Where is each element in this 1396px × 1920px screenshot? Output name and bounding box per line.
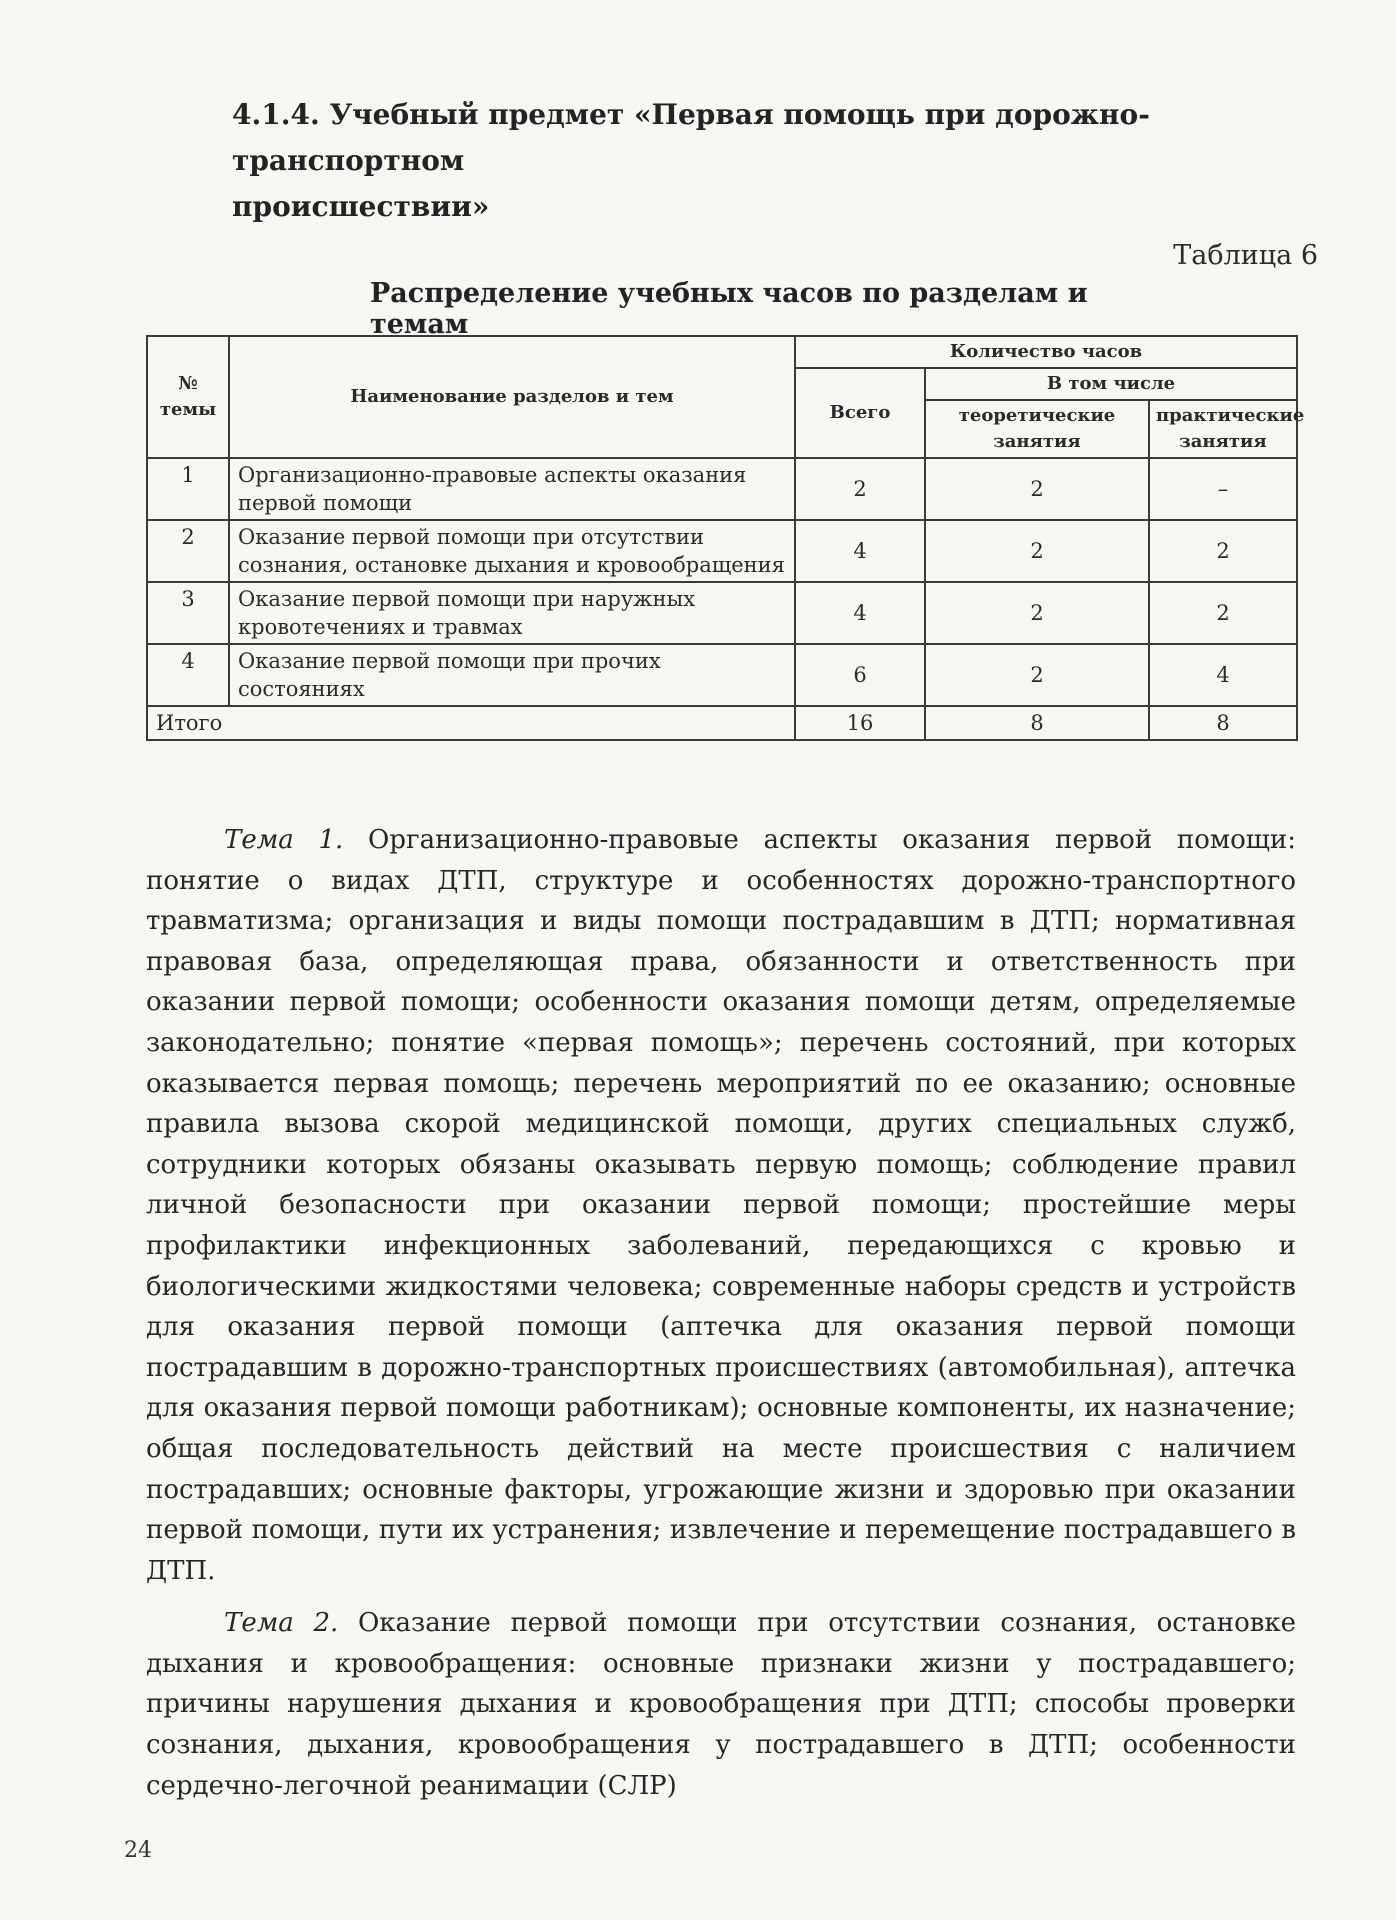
- header-theory: теоретические занятия: [925, 400, 1149, 458]
- row-theory-hours: 2: [925, 644, 1149, 706]
- paragraph-text: Организационно-правовые аспекты оказания первой помощи: понятие о видах ДТП, структуре и особенностях дорожно-транспортного травматизма; организация и виды помощи пострадавшим в ДТП; нормативная правовая база, определяющая права, обязанности и ответственность при оказании первой помощи; особенности оказания помощи детям, определяемые законодательно; понятие «первая помощь»; перечень состояний, при которых оказывается первая помощь; перечень мероприятий по ее оказанию; основные правила вызова скорой медицинской помощи, других специальных служб, сотрудники которых обязаны оказывать первую помощь; соблюдение правил личной безопасности при оказании первой помощи; простейшие меры профилактики инфекционных заболеваний, передающихся с кровью и биологическими жидкостями человека; современные наборы средств и устройств для оказания первой помощи (аптечка для оказания первой помощи пострадавшим в дорожно-транспортных происшествиях (автомобильная), аптечка для оказания первой помощи работникам); основные компоненты, их назначение; общая последовательность действий на месте происшествия с наличием пострадавших; основные факторы, угрожающие жизни и здоровью при оказании первой помощи, пути их устранения; извлечение и перемещение пострадавшего в ДТП.: [146, 825, 1296, 1586]
- header-practice: практические занятия: [1149, 400, 1297, 458]
- paragraph-lead: Тема 1.: [224, 825, 344, 855]
- row-total-hours: 4: [795, 520, 925, 582]
- row-theory-hours: 2: [925, 520, 1149, 582]
- row-topic-no: 1: [147, 458, 229, 520]
- table-header-row: [147, 336, 1297, 368]
- row-practice-hours: –: [1149, 458, 1297, 520]
- header-total: Всего: [795, 368, 925, 458]
- row-topic-name: Оказание первой помощи при отсутствии сознания, остановке дыхания и кровообращения: [229, 520, 795, 582]
- row-topic-no: 4: [147, 644, 229, 706]
- row-topic-no: 2: [147, 520, 229, 582]
- row-topic-no: 3: [147, 582, 229, 644]
- body-text: [146, 820, 1296, 1818]
- paragraph-lead: Тема 2.: [224, 1608, 339, 1639]
- row-practice-hours: 2: [1149, 582, 1297, 644]
- row-total-hours: 4: [795, 582, 925, 644]
- paragraph-topic-2: [146, 1603, 1296, 1806]
- table-number: Таблица 6: [1173, 240, 1318, 271]
- section-heading-line-2: происшествии»: [232, 190, 490, 223]
- row-theory-hours: 2: [925, 458, 1149, 520]
- row-topic-name: Оказание первой помощи при наружных кровотечениях и травмах: [229, 582, 795, 644]
- table-total-row: [147, 706, 1297, 740]
- total-hours: 16: [795, 706, 925, 740]
- section-heading: [232, 92, 1312, 230]
- row-practice-hours: 2: [1149, 520, 1297, 582]
- table-title: Распределение учебных часов по разделам и темам: [370, 278, 1088, 340]
- header-including: В том числе: [925, 368, 1297, 400]
- total-label: Итого: [147, 706, 795, 740]
- table-row: [147, 582, 1297, 644]
- table-row: [147, 644, 1297, 706]
- row-practice-hours: 4: [1149, 644, 1297, 706]
- section-heading-line-1: 4.1.4. Учебный предмет «Первая помощь при дорожно-транспортном: [232, 98, 1150, 177]
- header-topic-no: № темы: [147, 336, 229, 458]
- paragraph-topic-1: [146, 820, 1296, 1591]
- row-theory-hours: 2: [925, 582, 1149, 644]
- row-total-hours: 6: [795, 644, 925, 706]
- paragraph-text: Оказание первой помощи при отсутствии сознания, остановке дыхания и кровообращения: основные признаки жизни у пострадавшего; причины нарушения дыхания и кровообращения при ДТП; способы проверки сознания, дыхания, кровообращения у пострадавшего в ДТП; особенности сердечно-легочной реанимации (СЛР): [146, 1608, 1297, 1801]
- total-practice-hours: 8: [1149, 706, 1297, 740]
- header-hours: Количество часов: [795, 336, 1297, 368]
- row-topic-name: Оказание первой помощи при прочих состояниях: [229, 644, 795, 706]
- page-number: 24: [124, 1838, 152, 1863]
- hours-table: [146, 335, 1305, 741]
- table-row: [147, 520, 1297, 582]
- total-theory-hours: 8: [925, 706, 1149, 740]
- table-row: [147, 458, 1297, 520]
- header-topic-name: Наименование разделов и тем: [229, 336, 795, 458]
- row-total-hours: 2: [795, 458, 925, 520]
- row-topic-name: Организационно-правовые аспекты оказания первой помощи: [229, 458, 795, 520]
